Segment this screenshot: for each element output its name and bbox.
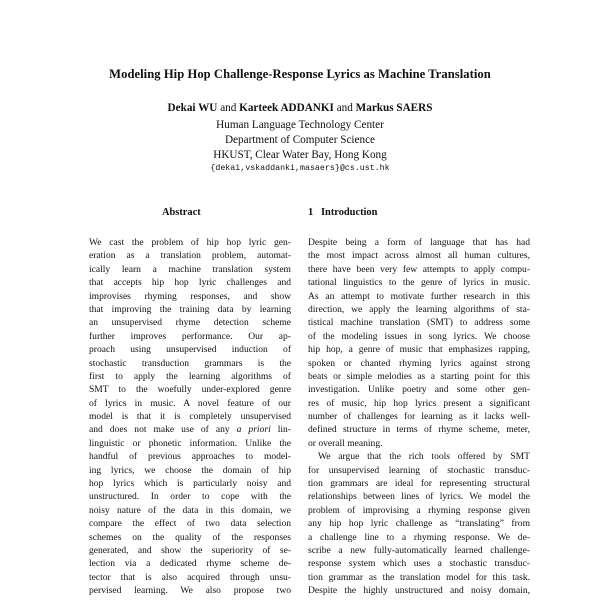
intro-line: response system which uses a stochastic transduc- — [308, 558, 530, 570]
abstract-line: noisy nature of the data in this domain, we — [89, 504, 291, 516]
abstract-line: generated, and show the superiority of se- — [89, 544, 291, 556]
intro-line: res of music, hip hop lyrics present a significant — [308, 397, 530, 409]
abstract-line: tector that is also acquired through unsu- — [89, 571, 291, 583]
intro-line: any hip hop lyric challenge as “translating” from — [308, 518, 530, 530]
abstract-line: an unsupervised rhyme detection scheme — [89, 317, 291, 329]
intro-line: scribe a new fully-automatically learned challenge- — [308, 544, 530, 556]
abstract-body — [89, 236, 291, 598]
intro-line: Despite being a form of language that has had — [308, 237, 530, 248]
intro-line: number of challenges for learning as it lacks well- — [308, 411, 530, 423]
abstract-line: stochastic transduction grammars is the — [89, 357, 291, 369]
affiliation-line-3: HKUST, Clear Water Bay, Hong Kong — [213, 149, 387, 161]
affiliation-line-2: Department of Computer Science — [224, 134, 376, 146]
intro-number: 1 — [308, 207, 314, 218]
abstract-line: of lyrics in music. A novel feature of our — [89, 397, 291, 409]
abstract-line — [89, 423, 291, 436]
intro-line: As an attempt to motivate further research in this — [308, 290, 530, 302]
author-1: Dekai WU — [167, 102, 218, 114]
intro-line: of the modeling issues in song lyrics. We choose — [308, 330, 530, 342]
affiliation-line-1: Human Language Technology Center — [216, 119, 384, 131]
intro-title: Introduction — [321, 207, 378, 218]
intro-line: investigation. Unlike poetry and some other gen- — [308, 384, 530, 396]
abstract-line: We cast the problem of hip hop lyric gen- — [89, 237, 291, 248]
author-2: Karteek ADDANKI — [239, 102, 334, 114]
abstract-line: lection via a dedicated rhyme scheme de- — [89, 558, 291, 570]
intro-line: tion grammars are ideal for representing structural — [308, 478, 530, 490]
intro-line: defined structure in terms of rhyme scheme, meter, — [308, 424, 530, 436]
abstract-line: that accepts hip hop lyric challenges and — [89, 277, 291, 289]
intro-line: direction, we apply the learning algorithms of sta- — [308, 303, 530, 315]
intro-line: or overall meaning. — [308, 437, 383, 449]
abstract-line: ing lyrics, we choose the domain of hip — [89, 464, 291, 476]
abstract-line-tail: lin- — [270, 424, 291, 436]
intro-line: hip hop, a genre of music that emphasizes rapping, — [308, 344, 530, 356]
abstract-line: proach using unsupervised induction of — [89, 344, 291, 356]
intro-heading — [308, 207, 377, 218]
abstract-line: first to apply the learning algorithms of — [89, 370, 291, 382]
abstract-line: linguistic or phonetic information. Unlike the — [89, 437, 291, 449]
abstract-line: improvises rhyming responses, and show — [89, 290, 291, 302]
abstract-line: pervised learning. We also propose two — [89, 585, 291, 597]
intro-line: for unsupervised learning of stochastic transduc- — [308, 464, 530, 476]
intro-line: the most impact across almost all human cultures, — [308, 250, 530, 262]
abstract-italic-phrase: a priori — [236, 424, 271, 436]
abstract-line: handful of previous approaches to model- — [89, 451, 291, 463]
intro-line: tistical machine translation (SMT) to address some — [308, 317, 530, 329]
intro-line: problem of improvising a rhyming response given — [308, 504, 530, 516]
abstract-line: schemes on the quality of the responses — [89, 531, 291, 543]
intro-line: tion grammar as the translation model for this task. — [308, 571, 530, 583]
author-sep-2: and — [336, 102, 353, 114]
author-3: Markus SAERS — [355, 102, 433, 114]
abstract-line: eration as a translation problem, automat- — [89, 250, 291, 262]
intro-body — [308, 236, 530, 598]
abstract-line: SMT to the woefully under-explored genre — [89, 384, 291, 396]
abstract-line: hop lyrics which is particularly noisy and — [89, 478, 291, 490]
paper-title: Modeling Hip Hop Challenge-Response Lyrics as Machine Translation — [109, 67, 491, 81]
author-sep-1: and — [220, 102, 237, 114]
intro-line: Despite the highly unstructured and noisy domain, — [308, 585, 530, 597]
intro-line: relationships between lines of lyrics. We model the — [308, 491, 530, 503]
intro-line: spoken or chanted rhyming lyrics against strong — [308, 357, 530, 369]
author-line — [0, 102, 600, 114]
intro-line: We argue that the rich tools offered by SMT — [318, 451, 530, 463]
abstract-line-text: and does not make use of any — [89, 424, 237, 436]
abstract-line: model is that it is completely unsupervised — [89, 411, 291, 423]
abstract-line: unstructured. In order to cope with the — [89, 491, 291, 503]
abstract-line: ically learn a machine translation system — [89, 263, 291, 275]
abstract-line: further improves performance. Our ap- — [89, 330, 291, 342]
abstract-line: compare the effect of two data selection — [89, 518, 291, 530]
intro-line: beats or simple melodies as a starting point for this — [308, 370, 530, 382]
intro-line: tational linguistics to the genre of lyrics in music. — [308, 277, 530, 289]
abstract-heading: Abstract — [162, 207, 201, 218]
intro-line: there have been very few attempts to apply compu- — [308, 263, 530, 275]
abstract-line: that improving the training data by learning — [89, 303, 291, 315]
intro-line: a challenge line to a rhyming response. We de- — [308, 531, 530, 543]
author-emails: {dekai,vskaddanki,masaers}@cs.ust.hk — [210, 164, 390, 173]
